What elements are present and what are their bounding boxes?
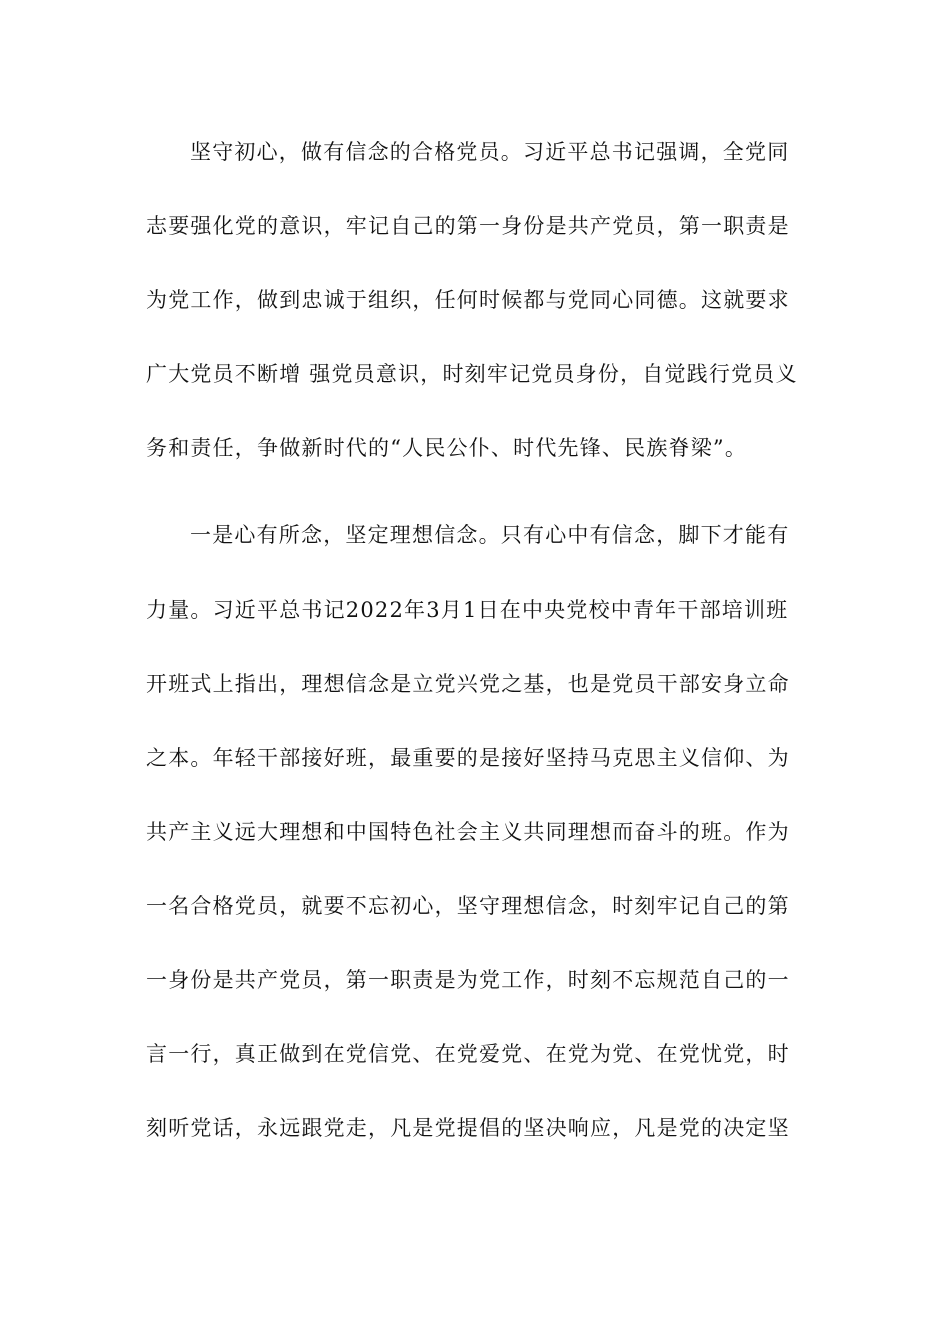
paragraph-line: 广大党员不断增 强党员意识，时刻牢记党员身份，自觉践行党员义 [146,362,798,386]
paragraph-line: 为党工作，做到忠诚于组织，任何时候都与党同心同德。这就要求 [146,288,790,312]
paragraph-line: 志要强化党的意识，牢记自己的第一身份是共产党员，第一职责是 [146,214,790,238]
paragraph-line: 一身份是共产党员，第一职责是为党工作，时刻不忘规范自己的一 [146,968,790,992]
paragraph-line: 务和责任，争做新时代的“人民公仆、时代先锋、民族脊梁”。 [146,436,748,460]
paragraph-line: 之本。年轻干部接好班，最重要的是接好坚持马克思主义信仰、为 [146,746,790,770]
paragraph-line: 共产主义远大理想和中国特色社会主义共同理想而奋斗的班。作为 [146,820,790,844]
paragraph-line: 力量。习近平总书记2022年3月1日在中央党校中青年干部培训班 [146,598,789,622]
paragraph-line: 刻听党话，永远跟党走，凡是党提倡的坚决响应，凡是党的决定坚 [146,1116,790,1140]
paragraph-line: 一是心有所念，坚定理想信念。只有心中有信念，脚下才能有 [190,523,790,547]
paragraph-line: 开班式上指出，理想信念是立党兴党之基，也是党员干部安身立命 [146,672,790,696]
paragraph-line: 言一行，真正做到在党信党、在党爱党、在党为党、在党忧党，时 [146,1042,790,1066]
paragraph-line: 坚守初心，做有信念的合格党员。习近平总书记强调，全党同 [190,140,790,164]
paragraph-line: 一名合格党员，就要不忘初心，坚守理想信念，时刻牢记自己的第 [146,894,790,918]
